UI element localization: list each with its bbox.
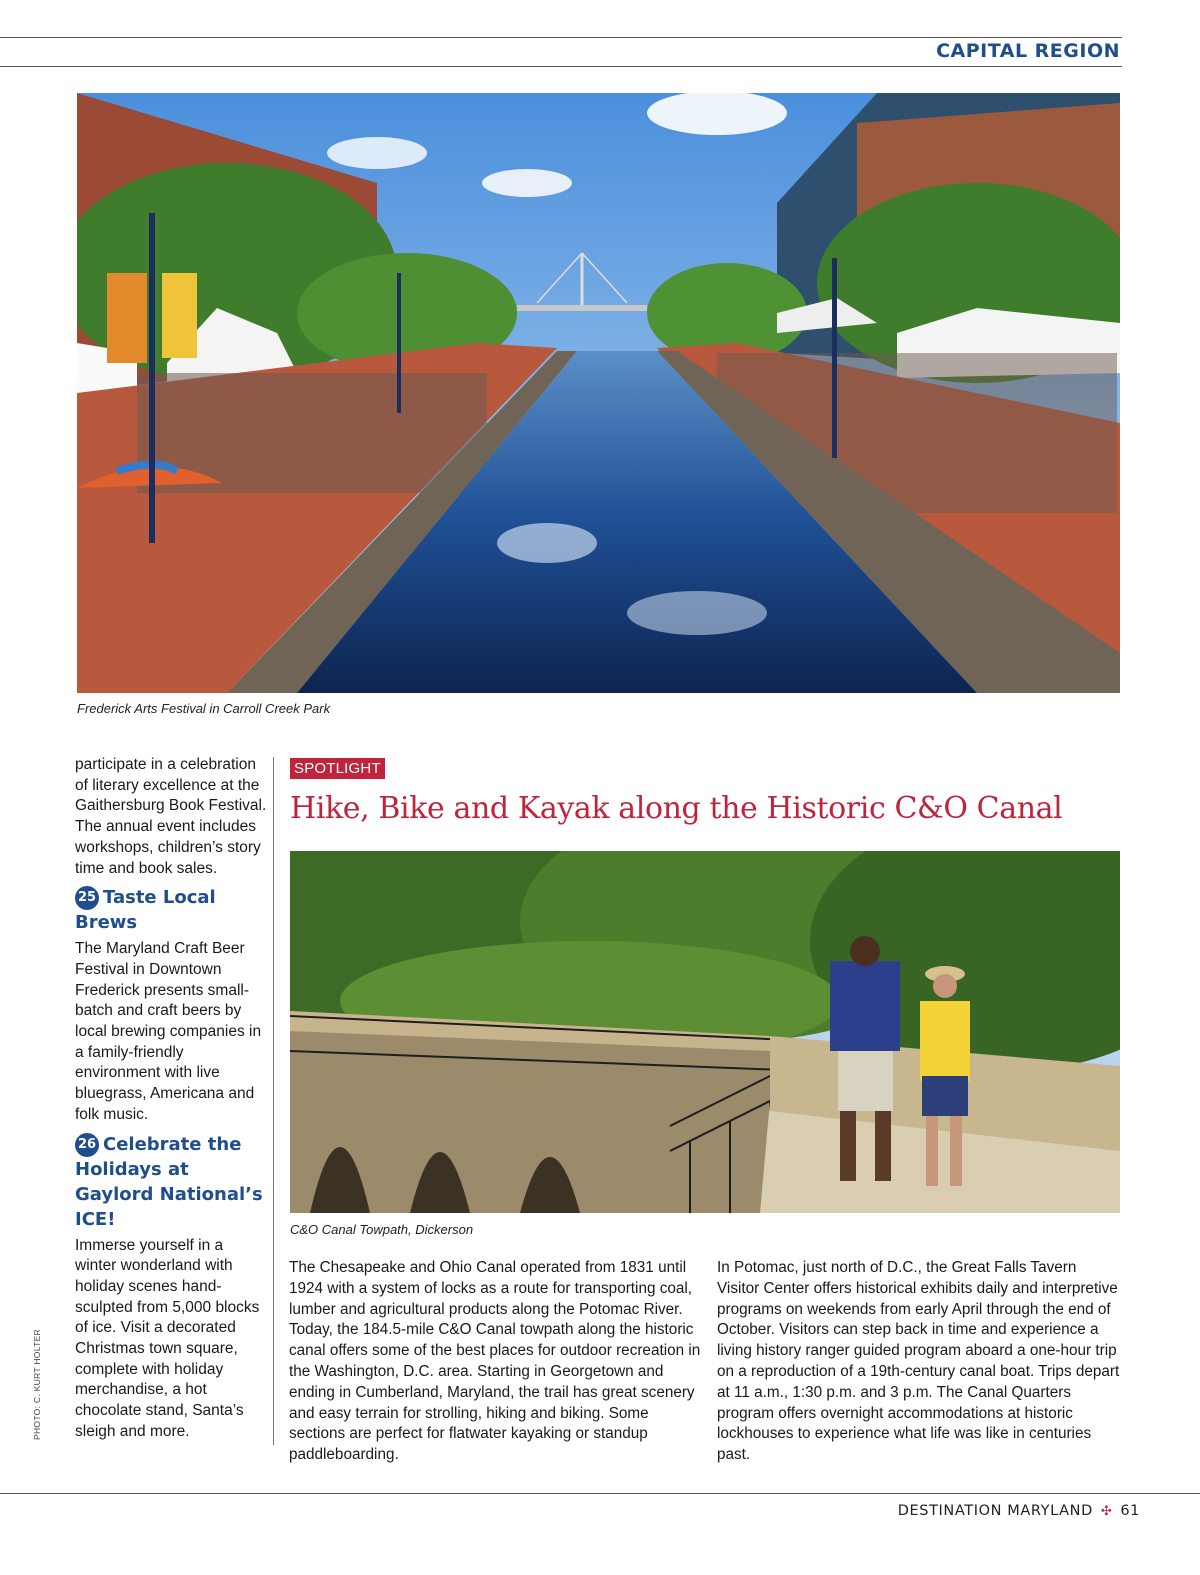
item-26-title: Celebrate the Holidays at Gaylord National’s ICE! xyxy=(75,1133,263,1230)
item-25-heading xyxy=(75,885,267,935)
separator-icon: ✣ xyxy=(1100,1504,1113,1519)
body-paragraph-2: In Potomac, just north of D.C., the Great Falls Tavern Visitor Center offers historical exhibits daily and interpretive programs on weekends from early April through the end of October. Visitors can step back in time and experience a living history ranger guided program aboard a one-hour trip on a reproduction of a 19th-century canal boat. Trips depart at 11 a.m., 1:30 p.m. and 3 p.m. The Canal Quarters program offers overnight accommodations at historic lockhouses to experience what life was like in centuries past. xyxy=(717,1259,1120,1464)
header-top-rule xyxy=(0,37,1122,38)
number-badge: 26 xyxy=(75,1133,99,1157)
photo-credit: PHOTO: C. KURT HOLTER xyxy=(32,1329,42,1440)
body-column-2 xyxy=(717,1258,1121,1466)
hero-photo xyxy=(77,93,1120,693)
publication-name: DESTINATION MARYLAND xyxy=(897,1503,1093,1519)
spotlight-headline: Hike, Bike and Kayak along the Historic C&O Canal xyxy=(290,791,1063,826)
page-footer xyxy=(898,1503,1140,1519)
item-25-text: The Maryland Craft Beer Festival in Downtown Frederick presents small-batch and craft beers by local brewing companies in a family-friendly environment with live bluegrass, Americana and folk music. xyxy=(75,940,262,1123)
body-paragraph-1: The Chesapeake and Ohio Canal operated from 1831 until 1924 with a system of locks as a route for transporting coal, lumber and agricultural products along the Potomac River. Today, the 184.5-mile C&O Canal towpath along the historic canal offers some of the best places for outdoor recreation in the Washington, D.C. area. Starting in Georgetown and ending in Cumberland, Maryland, the trail has great scenery and easy terrain for strolling, hiking and biking. Some sections are perfect for flatwater kayaking or standup paddleboarding. xyxy=(289,1259,701,1464)
spotlight-tag: SPOTLIGHT xyxy=(290,758,385,779)
body-column-1 xyxy=(289,1258,701,1466)
item-26-text: Immerse yourself in a winter wonderland with holiday scenes hand-sculpted from 5,000 blocks of ice. Visit a decorated Christmas town square, complete with holiday merchandise, a hot chocolate stand, Santa’s sleigh and more. xyxy=(75,1236,260,1440)
number-badge: 25 xyxy=(75,886,99,910)
towpath-caption: C&O Canal Towpath, Dickerson xyxy=(290,1222,474,1237)
page-number: 61 xyxy=(1120,1503,1140,1519)
header-bottom-rule xyxy=(0,66,1122,67)
item-26-heading xyxy=(75,1132,267,1232)
item-25-title: Taste Local Brews xyxy=(75,887,216,934)
towpath-photo xyxy=(290,851,1120,1213)
footer-rule xyxy=(0,1493,1200,1494)
left-column xyxy=(75,755,267,1443)
section-title: CAPITAL REGION xyxy=(936,40,1120,62)
hero-caption: Frederick Arts Festival in Carroll Creek Park xyxy=(77,701,331,716)
left-column-intro: participate in a celebration of literary excellence at the Gaithersburg Book Festival. The annual event includes workshops, children’s story time and book sales. xyxy=(75,756,267,877)
column-divider xyxy=(273,757,274,1445)
